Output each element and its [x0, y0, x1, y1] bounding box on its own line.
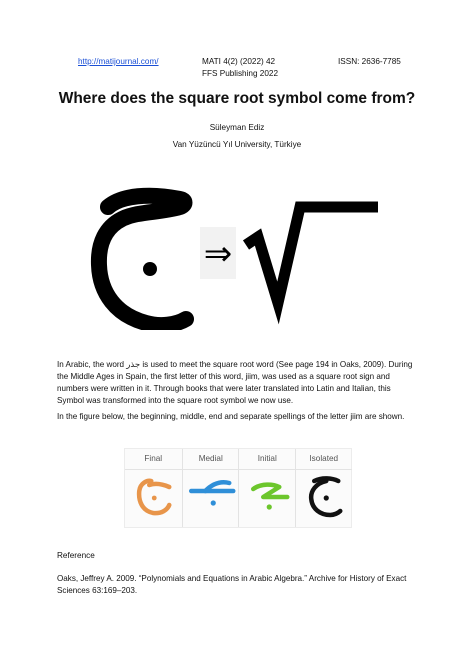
- column-final: [125, 449, 182, 527]
- article-title: Where does the square root symbol come from?: [58, 90, 416, 107]
- journal-link[interactable]: http://matijournal.com/: [78, 57, 159, 66]
- jiim-final-glyph-icon: [125, 471, 182, 525]
- jiim-letter-icon: [99, 196, 186, 325]
- paragraph-1: [57, 359, 419, 407]
- square-root-icon: [246, 207, 378, 303]
- paragraph-1-rest: is used to meet the square root word (See page 194 in Oaks, 2009). During the Middle Ages in Spain, the first letter of this word, jiim, was used as a square root sign and numbers were written in it. Through books that were later translated into Latin and Italian, this Symbol was transformed into the square root symbol we now use.: [57, 360, 413, 406]
- implies-arrow-icon: ⇒: [203, 234, 233, 274]
- author-affiliation: Van Yüzüncü Yıl University, Türkiye: [172, 140, 302, 149]
- column-isolated: [295, 449, 353, 527]
- column-initial: [238, 449, 296, 527]
- jiim-medial-glyph-icon: [183, 471, 240, 525]
- jiim-forms-table: [124, 448, 352, 528]
- journal-volume: MATI 4(2) (2022) 42: [202, 57, 276, 66]
- jiim-isolated-glyph-icon: [296, 471, 353, 525]
- jiim-to-sqrt-figure: [88, 185, 388, 330]
- reference-entry: Oaks, Jeffrey A. 2009. “Polynomials and Equations in Arabic Algebra.” Archive for History of Exact Sciences 63:169–203.: [57, 574, 407, 596]
- column-header: Isolated: [296, 449, 353, 470]
- author-name: Süleyman Ediz: [209, 123, 265, 132]
- reference-heading: Reference: [57, 551, 95, 560]
- arabic-word: جذر: [126, 360, 141, 370]
- publisher: FFS Publishing 2022: [202, 69, 279, 78]
- column-header: Final: [125, 449, 182, 470]
- paragraph-1-start: In Arabic, the word: [57, 360, 127, 369]
- column-header: Initial: [239, 449, 296, 470]
- journal-info: [202, 56, 278, 80]
- column-header: Medial: [183, 449, 240, 470]
- jiim-initial-glyph-icon: [239, 471, 296, 525]
- column-medial: [182, 449, 240, 527]
- paragraph-2: In the figure below, the beginning, middle, end and separate spellings of the letter jiim are shown.: [57, 412, 405, 421]
- issn: ISSN: 2636-7785: [338, 57, 401, 66]
